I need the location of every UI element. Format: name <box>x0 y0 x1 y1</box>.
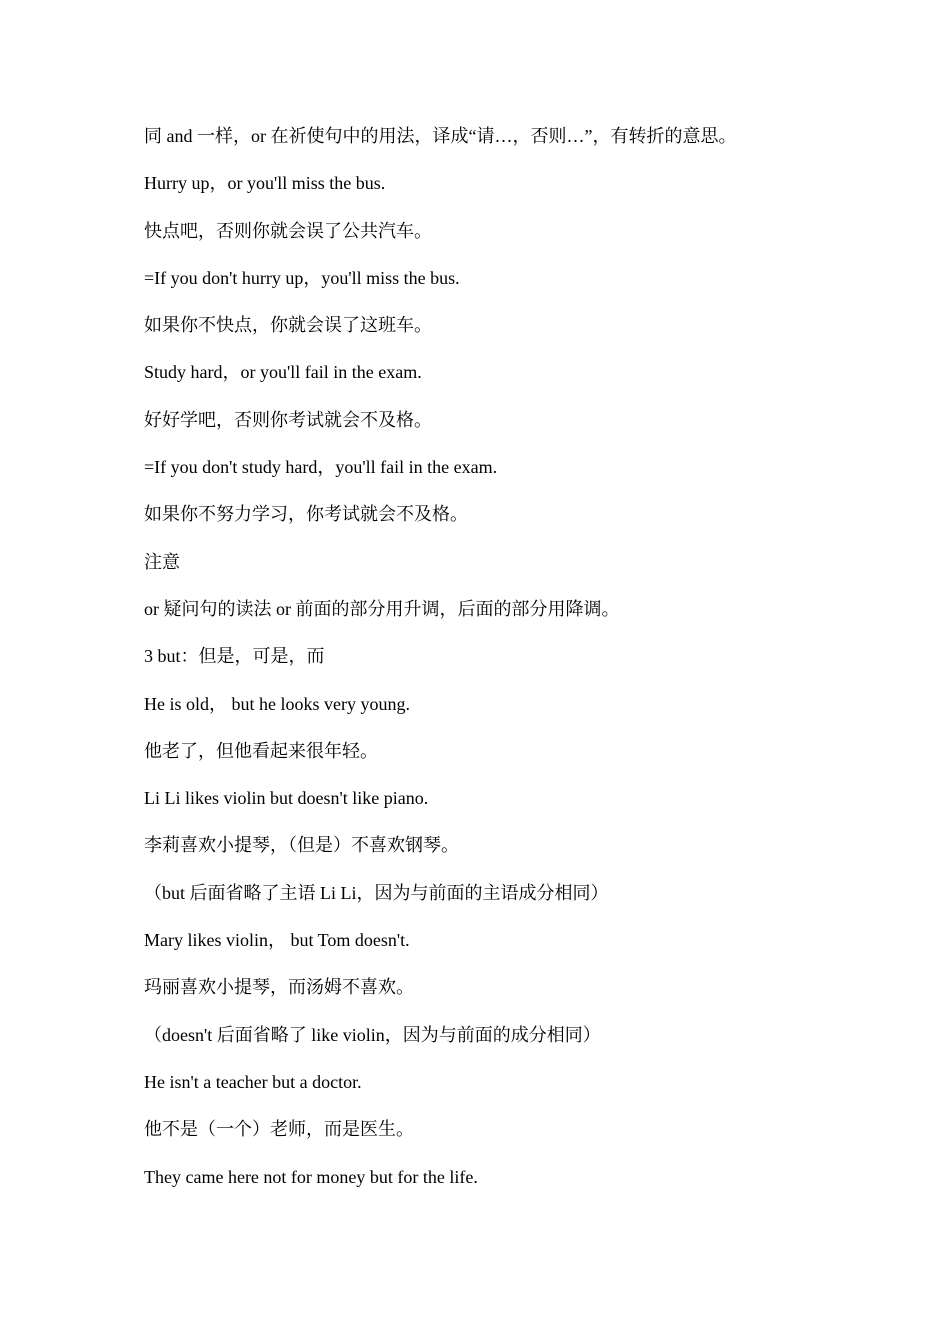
text-line: Study hard，or you'll fail in the exam. <box>144 362 422 383</box>
text-line: He is old， but he looks very young. <box>144 693 410 714</box>
text-line: 他老了，但他看起来很年轻。 <box>144 740 378 761</box>
text-line: （but 后面省略了主语 Li Li，因为与前面的主语成分相同） <box>144 882 609 903</box>
text-line: 如果你不快点，你就会误了这班车。 <box>144 315 432 336</box>
text-line: （doesn't 后面省略了 like violin，因为与前面的成分相同） <box>144 1024 601 1045</box>
text-line: They came here not for money but for the life. <box>144 1166 478 1187</box>
text-line: or 疑问句的读法 or 前面的部分用升调，后面的部分用降调。 <box>144 598 620 619</box>
text-line: 如果你不努力学习，你考试就会不及格。 <box>144 504 468 525</box>
text-line: Li Li likes violin but doesn't like piano. <box>144 788 429 809</box>
text-line: =If you don't study hard，you'll fail in the exam. <box>144 457 498 478</box>
text-line: 他不是（一个）老师，而是医生。 <box>144 1119 414 1140</box>
section-heading: 3 but：但是，可是，而 <box>144 646 325 667</box>
section-heading: 注意 <box>144 551 180 572</box>
text-line: =If you don't hurry up，you'll miss the bus. <box>144 267 460 288</box>
text-line: 快点吧，否则你就会误了公共汽车。 <box>144 220 432 241</box>
text-line: 同 and 一样，or 在祈使句中的用法，译成“请…，否则…”，有转折的意思。 <box>144 126 737 146</box>
text-line: 李莉喜欢小提琴，（但是）不喜欢钢琴。 <box>144 835 459 856</box>
text-line: Hurry up，or you'll miss the bus. <box>144 173 386 194</box>
text-line: He isn't a teacher but a doctor. <box>144 1071 362 1092</box>
text-line: 好好学吧，否则你考试就会不及格。 <box>144 409 432 430</box>
text-line: 玛丽喜欢小提琴，而汤姆不喜欢。 <box>144 977 414 998</box>
document-body <box>144 122 924 1210</box>
text-line: Mary likes violin， but Tom doesn't. <box>144 930 410 951</box>
